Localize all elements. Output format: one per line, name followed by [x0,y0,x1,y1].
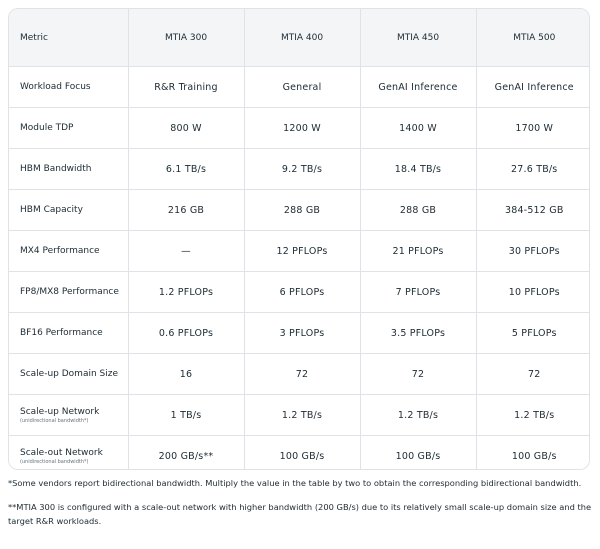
metric-label: Module TDP [20,123,74,133]
metric-cell [9,313,128,354]
value-cell: 7 PFLOPs [360,272,476,313]
table-row [9,149,590,190]
table-row [9,108,590,149]
value-cell: 1400 W [360,108,476,149]
mtia-comparison-table [9,9,590,470]
header-mtia-450: MTIA 450 [360,9,476,67]
table-row [9,67,590,108]
metric-cell [9,231,128,272]
table-row [9,272,590,313]
header-mtia-400: MTIA 400 [244,9,360,67]
value-cell: 100 GB/s [244,436,360,471]
value-cell: — [128,231,244,272]
value-cell: GenAI Inference [476,67,590,108]
value-cell: 1.2 TB/s [476,395,590,436]
value-cell: 30 PFLOPs [476,231,590,272]
metric-label: Workload Focus [20,82,91,92]
header-mtia-500: MTIA 500 [476,9,590,67]
value-cell: 216 GB [128,190,244,231]
value-cell: 12 PFLOPs [244,231,360,272]
metric-cell [9,395,128,436]
value-cell: 3 PFLOPs [244,313,360,354]
header-row [9,9,590,67]
metric-cell [9,190,128,231]
metric-sublabel: (unidirectional bandwidth*) [20,458,89,465]
table-row [9,395,590,436]
value-cell: 16 [128,354,244,395]
value-cell: 72 [476,354,590,395]
metric-cell [9,436,128,471]
metric-label: Scale-out Network [20,447,103,458]
metric-label: MX4 Performance [20,246,100,256]
value-cell: 18.4 TB/s [360,149,476,190]
value-cell: 5 PFLOPs [476,313,590,354]
table-header [9,9,590,67]
footnote-bidirectional: *Some vendors report bidirectional bandwidth. Multiply the value in the table by two to obtain the corresponding bidirectional bandwidth. [8,478,582,488]
value-cell: R&R Training [128,67,244,108]
table-row [9,313,590,354]
footnotes [8,476,592,538]
metric-label: BF16 Performance [20,328,103,338]
metric-cell [9,272,128,313]
metric-cell [9,149,128,190]
table-row [9,190,590,231]
value-cell: 9.2 TB/s [244,149,360,190]
value-cell: 21 PFLOPs [360,231,476,272]
value-cell: 27.6 TB/s [476,149,590,190]
footnote-mtia-300: **MTIA 300 is configured with a scale-out network with higher bandwidth (200 GB/s) due to its relatively small scale-up domain size and the target R&R workloads. [8,502,592,526]
table-row [9,354,590,395]
value-cell: 1.2 PFLOPs [128,272,244,313]
value-cell: 10 PFLOPs [476,272,590,313]
metric-label: HBM Bandwidth [20,164,92,174]
value-cell: 0.6 PFLOPs [128,313,244,354]
metric-label: HBM Capacity [20,205,83,215]
metric-label: Scale-up Domain Size [20,369,118,379]
table-row [9,231,590,272]
metric-cell [9,108,128,149]
value-cell: 200 GB/s** [128,436,244,471]
value-cell: 1.2 TB/s [244,395,360,436]
value-cell: 72 [244,354,360,395]
value-cell: GenAI Inference [360,67,476,108]
value-cell: 384-512 GB [476,190,590,231]
value-cell: 6 PFLOPs [244,272,360,313]
metric-label: Scale-up Network [20,406,100,417]
value-cell: 288 GB [244,190,360,231]
metric-cell [9,67,128,108]
value-cell: 1.2 TB/s [360,395,476,436]
metric-sublabel: (unidirectional bandwidth*) [20,417,89,424]
value-cell: 3.5 PFLOPs [360,313,476,354]
value-cell: General [244,67,360,108]
table-body [9,67,590,471]
table-row [9,436,590,471]
value-cell: 100 GB/s [360,436,476,471]
value-cell: 6.1 TB/s [128,149,244,190]
value-cell: 1700 W [476,108,590,149]
value-cell: 72 [360,354,476,395]
comparison-table-container [8,8,590,470]
metric-cell [9,354,128,395]
header-mtia-300: MTIA 300 [128,9,244,67]
value-cell: 100 GB/s [476,436,590,471]
value-cell: 1 TB/s [128,395,244,436]
value-cell: 288 GB [360,190,476,231]
header-metric: Metric [9,9,128,67]
value-cell: 800 W [128,108,244,149]
value-cell: 1200 W [244,108,360,149]
metric-label: FP8/MX8 Performance [20,287,119,297]
